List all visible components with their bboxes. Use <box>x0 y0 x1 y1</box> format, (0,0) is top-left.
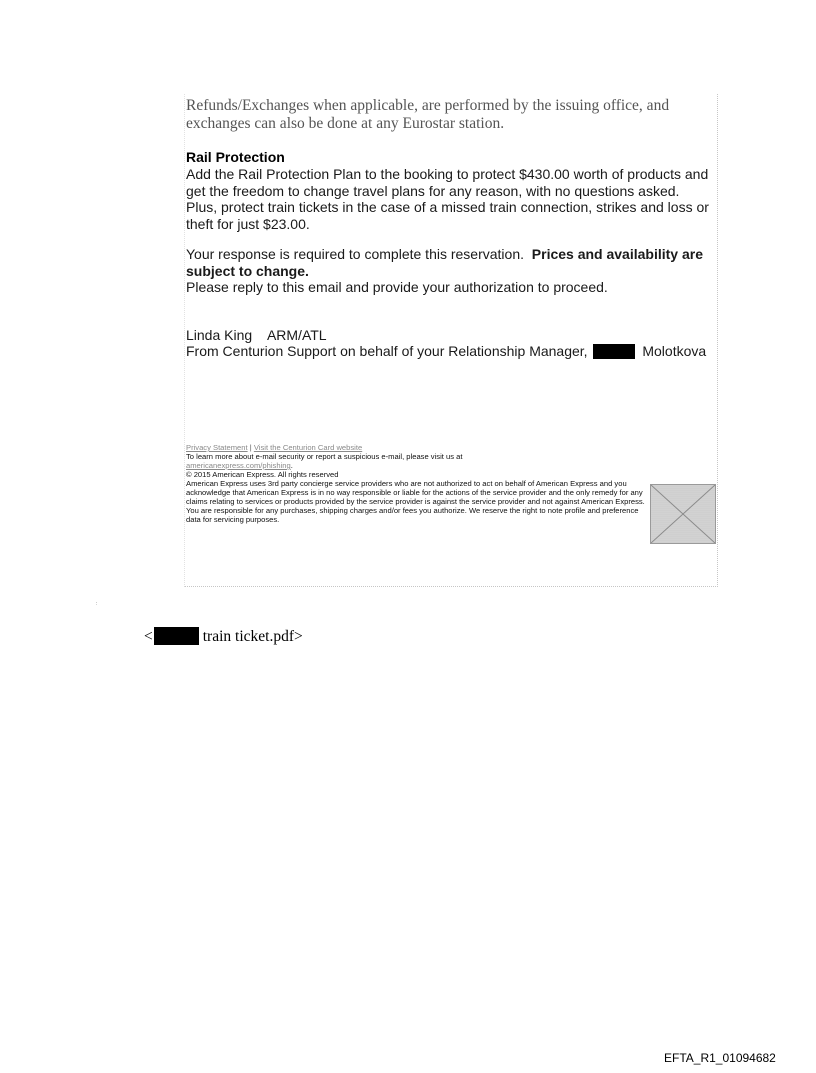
copyright-notice: © 2015 American Express. All rights reserved <box>186 470 339 479</box>
centurion-card-website-link[interactable]: Visit the Centurion Card website <box>253 443 363 452</box>
rail-protection-heading: Rail Protection <box>186 149 285 165</box>
phishing-link-period: . <box>290 461 293 470</box>
email-footer <box>186 443 646 524</box>
privacy-statement-link[interactable]: Privacy Statement <box>186 443 248 452</box>
rail-protection-text: Add the Rail Protection Plan to the booking to protect $430.00 worth of products and get the freedom to change travel plans for any reason, with no questions asked. Plus, protect train tickets in the case of a missed train connection, strikes and loss or theft for just $23.00. <box>186 166 709 232</box>
phishing-link[interactable]: americanexpress.com/phishing <box>186 461 291 470</box>
footer-link-separator: | <box>249 443 252 452</box>
broken-image-icon <box>650 484 716 544</box>
signature-from-line <box>186 343 706 360</box>
security-notice-text: To learn more about e-mail security or report a suspicious e-mail, please visit us at <box>186 452 463 461</box>
refund-exchange-text: Refunds/Exchanges when applicable, are performed by the issuing office, and exchanges can also be done at any Eurostar station. <box>186 97 670 132</box>
document-id: EFTA_R1_01094682 <box>664 1051 776 1065</box>
scan-mark: : <box>96 601 98 607</box>
security-notice <box>186 452 646 470</box>
relationship-manager-surname: Molotkova <box>642 343 707 359</box>
redaction-block <box>593 344 635 359</box>
prices-availability-notice: Prices and availability are subject to change. <box>186 246 703 279</box>
response-required-sentence: Your response is required to complete this reservation. <box>186 246 524 262</box>
response-required-text <box>186 246 714 279</box>
footer-links <box>186 443 646 452</box>
signature-from-text: From Centurion Support on behalf of your Relationship Manager, <box>186 343 588 359</box>
attachment-reference[interactable] <box>144 628 303 646</box>
concierge-disclaimer: American Express uses 3rd party concierge service providers who are not authorized to act on behalf of American Express and you acknowledge that American Express is in no way responsible or liable for the actions of the service provider and the only remedy for any claims relating to services or products provided by the service provider is against the service provider and not against American Express. You are responsible for any purchases, shipping charges and/or fees you authorize. We reserve the right to note profile and preference data for servicing purposes. <box>186 479 645 524</box>
redaction-block <box>154 627 199 645</box>
reply-instruction: Please reply to this email and provide your authorization to proceed. <box>186 279 608 295</box>
signature-name: Linda King ARM/ATL <box>186 327 327 343</box>
attachment-filename: train ticket.pdf> <box>202 628 303 645</box>
attachment-open-bracket: < <box>144 628 153 645</box>
